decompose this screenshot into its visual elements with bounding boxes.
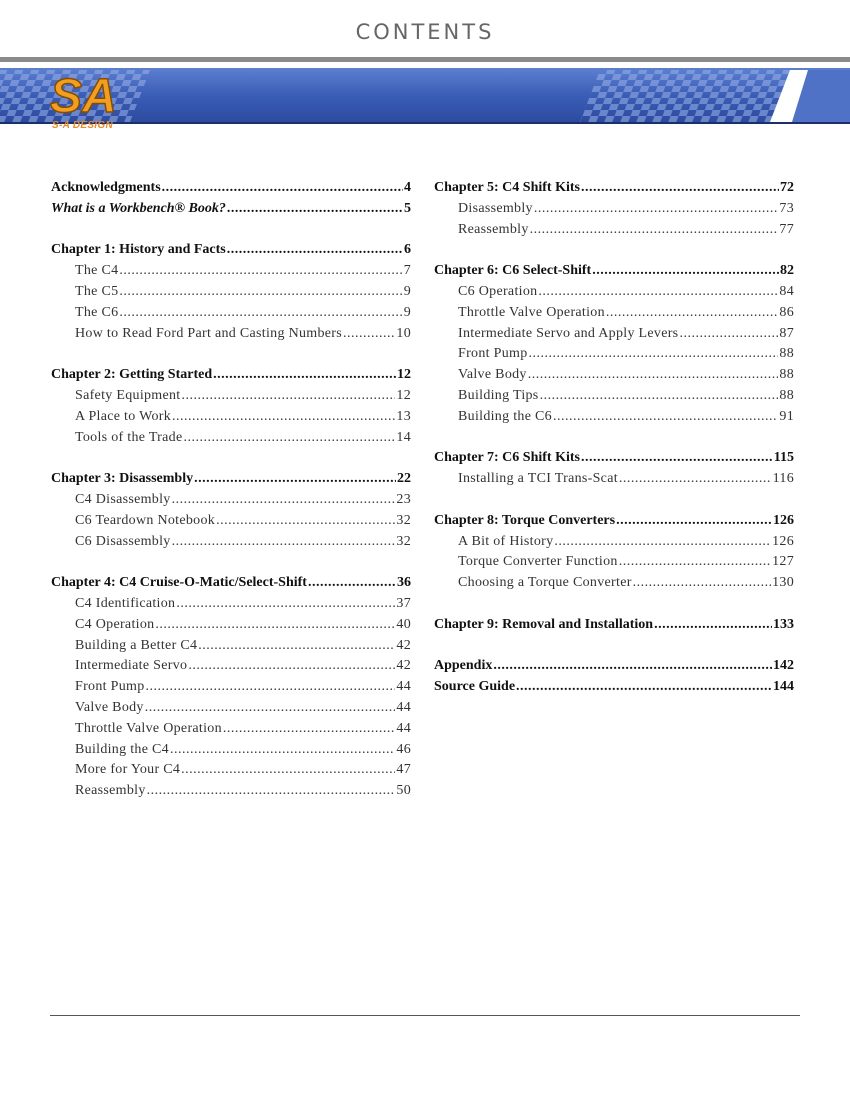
- toc-entry-title: The C5: [75, 283, 119, 299]
- toc-spacer: [51, 448, 411, 469]
- toc-dot-leader: [170, 740, 395, 761]
- toc-chapter[interactable]: [434, 178, 794, 199]
- toc-dot-leader: [155, 615, 395, 636]
- toc-dot-leader: [198, 636, 395, 657]
- toc-chapter[interactable]: [434, 656, 794, 677]
- toc-chapter[interactable]: [51, 365, 411, 386]
- toc-chapter[interactable]: [51, 469, 411, 490]
- toc-entry-title: Acknowledgments: [51, 180, 161, 195]
- toc-entry-title: Tools of the Trade: [75, 429, 183, 445]
- toc-spacer: [434, 240, 794, 261]
- toc-dot-leader: [343, 324, 395, 345]
- toc-chapter[interactable]: [51, 199, 411, 220]
- toc-spacer: [51, 220, 411, 241]
- toc-dot-leader: [147, 781, 396, 802]
- toc-page-number: 12: [397, 367, 411, 383]
- toc-section[interactable]: [434, 303, 794, 324]
- toc-section[interactable]: [51, 698, 411, 719]
- toc-section[interactable]: [51, 324, 411, 345]
- toc-left-column: [51, 178, 411, 802]
- toc-dot-leader: [119, 303, 402, 324]
- toc-section[interactable]: [434, 282, 794, 303]
- toc-dot-leader: [616, 511, 772, 532]
- toc-entry-title: Building the C4: [75, 741, 169, 757]
- toc-dot-leader: [493, 656, 772, 677]
- toc-entry-title: Chapter 5: C4 Shift Kits: [434, 180, 580, 195]
- toc-entry-title: Chapter 1: History and Facts: [51, 242, 226, 258]
- toc-dot-leader: [227, 199, 403, 220]
- toc-entry-title: Chapter 2: Getting Started: [51, 367, 213, 383]
- toc-section[interactable]: [51, 407, 411, 428]
- toc-section[interactable]: [51, 656, 411, 677]
- toc-entry-title: Safety Equipment: [75, 387, 181, 403]
- toc-page-number: 42: [396, 658, 411, 674]
- toc-entry-title: C6 Disassembly: [75, 533, 171, 549]
- toc-dot-leader: [145, 698, 396, 719]
- toc-page-number: 126: [772, 533, 794, 549]
- toc-chapter[interactable]: [434, 615, 794, 636]
- toc-page-number: 82: [780, 263, 794, 279]
- toc-page-number: 88: [779, 387, 794, 403]
- toc-page-number: 142: [773, 658, 794, 674]
- toc-section[interactable]: [51, 781, 411, 802]
- toc-section[interactable]: [434, 324, 794, 345]
- toc-entry-title: C4 Disassembly: [75, 491, 171, 507]
- toc-dot-leader: [227, 240, 403, 261]
- toc-page-number: 9: [403, 304, 411, 320]
- toc-section[interactable]: [51, 282, 411, 303]
- toc-section[interactable]: [434, 532, 794, 553]
- toc-section[interactable]: [51, 386, 411, 407]
- toc-dot-leader: [529, 344, 779, 365]
- toc-entry-title: The C6: [75, 304, 119, 320]
- toc-dot-leader: [172, 532, 396, 553]
- toc-entry-title: C4 Identification: [75, 595, 176, 611]
- toc-dot-leader: [553, 407, 778, 428]
- toc-entry-title: Building the C6: [458, 408, 552, 424]
- toc-page-number: 44: [396, 679, 411, 695]
- toc-section[interactable]: [434, 552, 794, 573]
- toc-page-number: 9: [403, 283, 411, 299]
- toc-entry-title: Installing a TCI Trans-Scat: [458, 471, 618, 487]
- logo-caption: S-A DESIGN: [52, 120, 113, 131]
- toc-section[interactable]: [51, 719, 411, 740]
- toc-page-number: 4: [404, 180, 411, 195]
- toc-spacer: [434, 490, 794, 511]
- toc-page-number: 84: [779, 283, 794, 299]
- toc-chapter[interactable]: [434, 677, 794, 698]
- toc-page-number: 46: [396, 741, 411, 757]
- toc-entry-title: The C4: [75, 263, 119, 279]
- toc-entry-title: Chapter 7: C6 Shift Kits: [434, 450, 580, 466]
- toc-section[interactable]: [51, 594, 411, 615]
- toc-entry-title: Chapter 6: C6 Select-Shift: [434, 263, 592, 279]
- toc-entry-title: Chapter 9: Removal and Installation: [434, 616, 654, 632]
- toc-page-number: 77: [779, 221, 794, 237]
- toc-entry-title: Chapter 3: Disassembly: [51, 471, 194, 487]
- toc-page-number: 144: [773, 679, 794, 695]
- toc-page-number: 32: [396, 512, 411, 528]
- toc-page-number: 23: [396, 491, 411, 507]
- toc-dot-leader: [172, 490, 396, 511]
- toc-dot-leader: [516, 677, 772, 698]
- toc-section[interactable]: [51, 490, 411, 511]
- toc-dot-leader: [194, 469, 396, 490]
- toc-chapter[interactable]: [51, 178, 411, 199]
- toc-section[interactable]: [434, 365, 794, 386]
- toc-entry-title: Building Tips: [458, 387, 539, 403]
- toc-page-number: 73: [779, 200, 794, 216]
- toc-dot-leader: [213, 365, 396, 386]
- toc-page-number: 12: [396, 387, 411, 403]
- sa-logo-icon: [48, 66, 128, 122]
- toc-dot-leader: [188, 656, 395, 677]
- toc-section[interactable]: [51, 760, 411, 781]
- toc-section[interactable]: [51, 261, 411, 282]
- toc-entry-title: Appendix: [434, 658, 493, 674]
- toc-dot-leader: [181, 760, 395, 781]
- toc-entry-title: Chapter 8: Torque Converters: [434, 512, 616, 528]
- toc-dot-leader: [654, 615, 772, 636]
- toc-dot-leader: [119, 282, 402, 303]
- toc-section[interactable]: [51, 677, 411, 698]
- toc-section[interactable]: [434, 469, 794, 490]
- toc-spacer: [51, 552, 411, 573]
- toc-page-number: 32: [396, 533, 411, 549]
- toc-section[interactable]: [51, 615, 411, 636]
- toc-section[interactable]: [51, 428, 411, 449]
- toc-section[interactable]: [51, 511, 411, 532]
- toc-section[interactable]: [51, 636, 411, 657]
- toc-dot-leader: [633, 573, 771, 594]
- toc-section[interactable]: [434, 573, 794, 594]
- toc-chapter[interactable]: [51, 573, 411, 594]
- toc-dot-leader: [216, 511, 395, 532]
- toc-dot-leader: [538, 282, 778, 303]
- toc-page-number: 47: [396, 762, 411, 778]
- toc-dot-leader: [308, 573, 396, 594]
- toc-section[interactable]: [51, 303, 411, 324]
- toc-entry-title: C6 Operation: [458, 283, 538, 299]
- toc-spacer: [51, 344, 411, 365]
- toc-chapter[interactable]: [434, 261, 794, 282]
- toc-entry-title: Throttle Valve Operation: [458, 304, 605, 320]
- toc-entry-title: How to Read Ford Part and Casting Numbers: [75, 325, 342, 341]
- toc-right-column: [434, 178, 794, 698]
- toc-entry-title: More for Your C4: [75, 762, 181, 778]
- toc-entry-title: Reassembly: [75, 783, 146, 799]
- toc-entry-title: C4 Operation: [75, 616, 155, 632]
- toc-page-number: 126: [773, 512, 794, 528]
- toc-section[interactable]: [434, 386, 794, 407]
- toc-page-number: 44: [396, 699, 411, 715]
- toc-page-number: 86: [779, 304, 794, 320]
- toc-section[interactable]: [51, 740, 411, 761]
- toc-dot-leader: [554, 532, 771, 553]
- toc-dot-leader: [679, 324, 778, 345]
- toc-spacer: [434, 636, 794, 657]
- footer-rule: [50, 1015, 800, 1016]
- toc-entry-title: Front Pump: [458, 346, 528, 362]
- svg-text:SA: SA: [50, 70, 117, 122]
- toc-entry-title: Building a Better C4: [75, 637, 198, 653]
- toc-page-number: 130: [772, 575, 794, 591]
- toc-dot-leader: [592, 261, 779, 282]
- toc-dot-leader: [528, 365, 779, 386]
- toc-dot-leader: [176, 594, 395, 615]
- toc-chapter[interactable]: [434, 448, 794, 469]
- toc-entry-title: Intermediate Servo and Apply Levers: [458, 325, 679, 341]
- toc-dot-leader: [534, 199, 779, 220]
- toc-dot-leader: [619, 469, 772, 490]
- toc-page-number: 88: [779, 367, 794, 383]
- toc-page-number: 116: [772, 471, 794, 487]
- toc-spacer: [434, 428, 794, 449]
- toc-page-number: 88: [779, 346, 794, 362]
- toc-section[interactable]: [434, 407, 794, 428]
- toc-dot-leader: [619, 552, 771, 573]
- toc-entry-title: C6 Teardown Notebook: [75, 512, 216, 528]
- toc-entry-title: Source Guide: [434, 679, 516, 695]
- toc-page-number: 91: [779, 408, 794, 424]
- toc-page-number: 14: [396, 429, 411, 445]
- toc-page-number: 40: [396, 616, 411, 632]
- toc-entry-title: Disassembly: [458, 200, 533, 216]
- page-title: CONTENTS: [355, 20, 495, 44]
- toc-dot-leader: [172, 407, 395, 428]
- toc-page-number: 127: [772, 554, 794, 570]
- toc-dot-leader: [530, 220, 779, 241]
- toc-page-number: 5: [404, 200, 411, 216]
- toc-entry-title: Choosing a Torque Converter: [458, 575, 632, 591]
- toc-dot-leader: [581, 178, 779, 199]
- toc-entry-title: Throttle Valve Operation: [75, 720, 222, 736]
- toc-page-number: 6: [404, 242, 411, 258]
- toc-page-number: 44: [396, 720, 411, 736]
- toc-entry-title: What is a Workbench® Book?: [51, 200, 226, 216]
- toc-page-number: 133: [773, 616, 794, 632]
- toc-page-number: 7: [403, 263, 411, 279]
- toc-dot-leader: [146, 677, 396, 698]
- toc-dot-leader: [581, 448, 773, 469]
- toc-section[interactable]: [434, 199, 794, 220]
- toc-dot-leader: [606, 303, 778, 324]
- toc-entry-title: Chapter 4: C4 Cruise-O-Matic/Select-Shift: [51, 575, 307, 591]
- toc-entry-title: A Bit of History: [458, 533, 554, 549]
- toc-page-number: 22: [397, 471, 411, 487]
- toc-chapter[interactable]: [51, 240, 411, 261]
- toc-dot-leader: [182, 386, 396, 407]
- toc-page-number: 50: [396, 783, 411, 799]
- toc-page-number: 87: [779, 325, 794, 341]
- toc-dot-leader: [119, 261, 402, 282]
- toc-page-number: 13: [396, 408, 411, 424]
- header-rule: [0, 57, 850, 62]
- toc-page-number: 115: [773, 450, 794, 466]
- toc-page-number: 36: [397, 575, 411, 591]
- toc-section[interactable]: [51, 532, 411, 553]
- toc-dot-leader: [223, 719, 395, 740]
- toc-entry-title: A Place to Work: [75, 408, 172, 424]
- toc-entry-title: Valve Body: [458, 367, 527, 383]
- toc-dot-leader: [162, 178, 403, 199]
- toc-entry-title: Intermediate Servo: [75, 658, 188, 674]
- toc-spacer: [434, 594, 794, 615]
- toc-entry-title: Torque Converter Function: [458, 554, 618, 570]
- toc-dot-leader: [540, 386, 779, 407]
- toc-entry-title: Reassembly: [458, 221, 529, 237]
- toc-page-number: 42: [396, 637, 411, 653]
- toc-dot-leader: [183, 428, 395, 449]
- toc-chapter[interactable]: [434, 511, 794, 532]
- toc-entry-title: Valve Body: [75, 699, 144, 715]
- toc-entry-title: Front Pump: [75, 679, 145, 695]
- toc-section[interactable]: [434, 344, 794, 365]
- toc-page-number: 37: [396, 595, 411, 611]
- toc-page-number: 72: [780, 180, 794, 195]
- toc-section[interactable]: [434, 220, 794, 241]
- toc-page-number: 10: [396, 325, 411, 341]
